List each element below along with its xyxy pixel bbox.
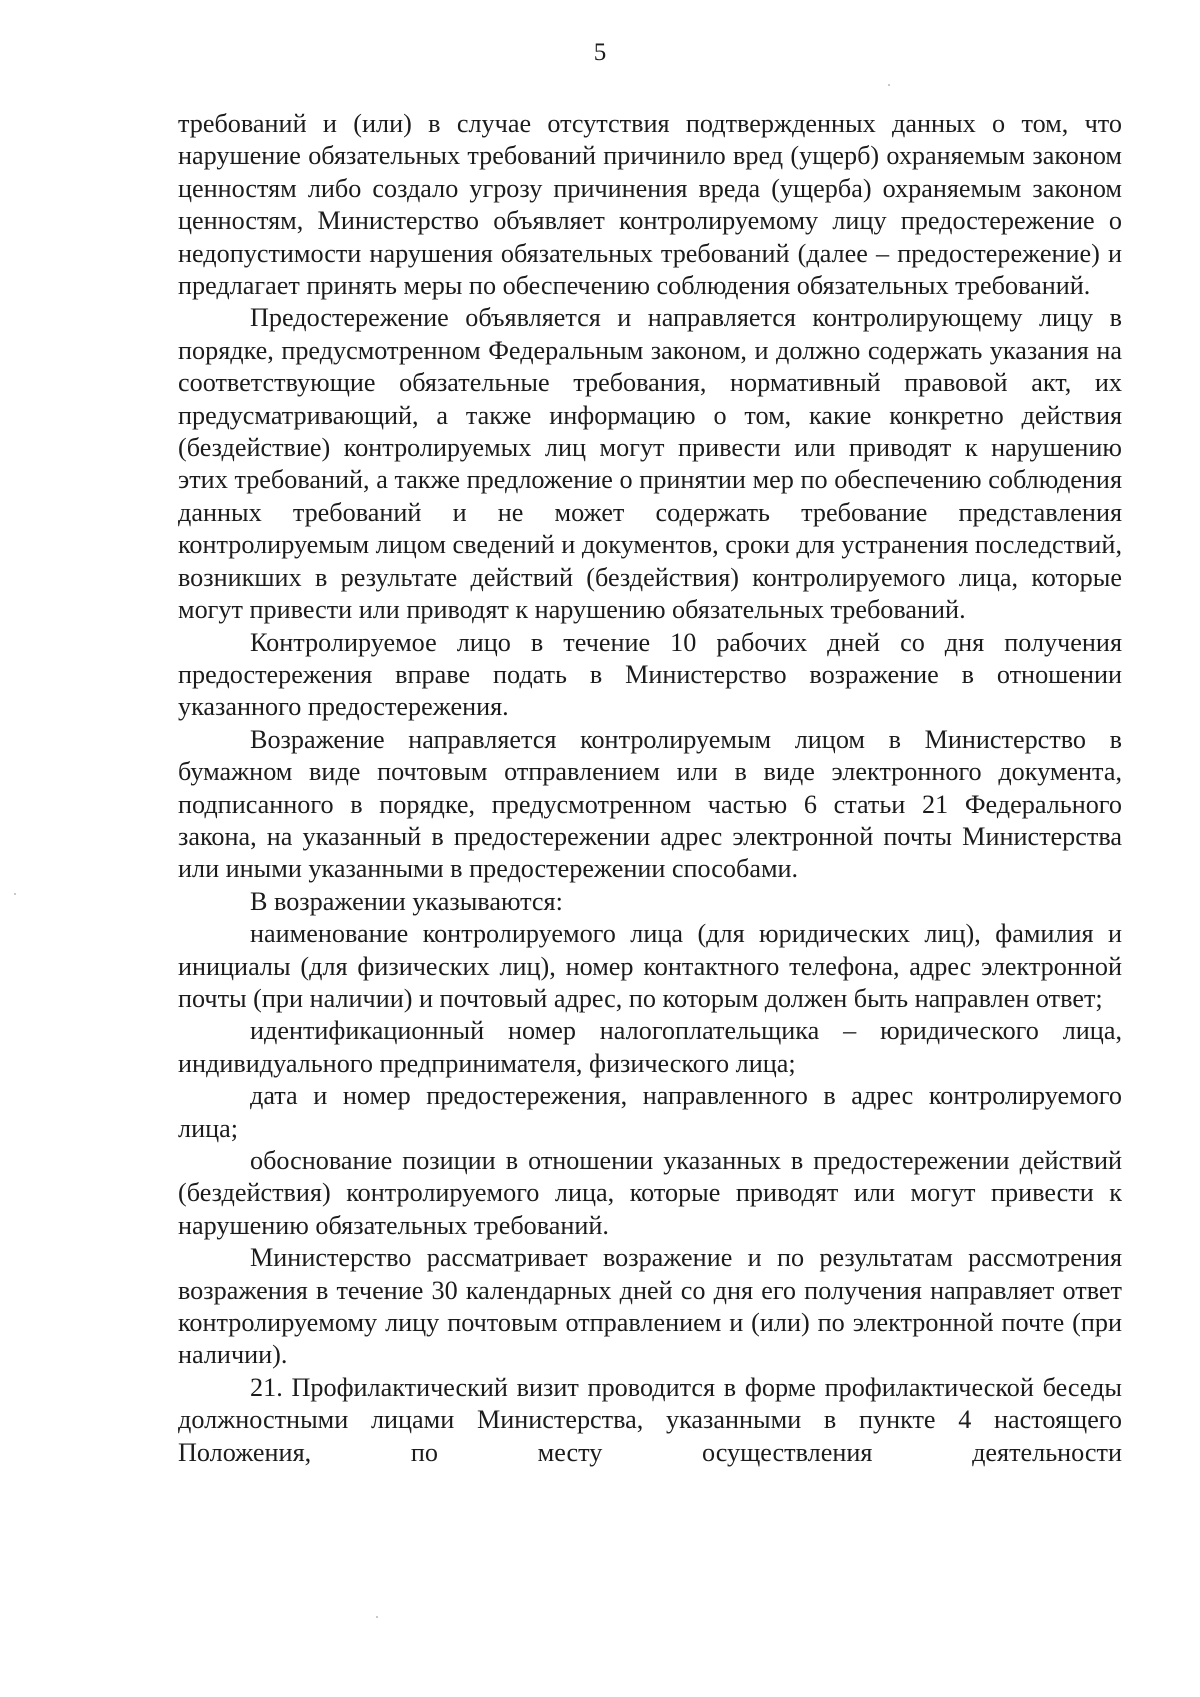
list-item-name: наименование контролируемого лица (для юридических лиц), фамилия и инициалы (для физических лиц), номер контактного телефона, адрес электронной почты (при наличии) и почтовый адрес, по которым должен быть направлен ответ;: [178, 919, 1122, 1013]
scan-speck: [888, 84, 890, 86]
scan-speck: [14, 893, 16, 895]
paragraph-objection-submission: Возражение направляется контролируемым лицом в Министерство в бумажном виде почтовым отправлением или в виде электронного документа, подписанного в порядке, предусмотренном частью 6 статьи 21 Федерального закона, на указанный в предостережении адрес электронной почты Министерства или иными указанными в предостережении способами.: [178, 724, 1122, 884]
paragraph-objection-contents-intro: В возражении указываются:: [250, 886, 563, 916]
paragraph-clause-21: 21. Профилактический визит проводится в форме профилактической беседы должностными лицами Министерства, указанными в пункте 4 настоящего Положения, по месту осуществления деятельности: [178, 1372, 1122, 1467]
list-item-justification: обоснование позиции в отношении указанных в предостережении действий (бездействия) контролируемого лица, которые приводят или могут привести к нарушению обязательных требований.: [178, 1146, 1122, 1240]
page-number: 5: [593, 39, 607, 66]
paragraph-continuation: требований и (или) в случае отсутствия подтвержденных данных о том, что нарушение обязательных требований причинило вред (ущерб) охраняемым законом ценностям либо создало угрозу причинения вреда (ущерба) охраняемым законом ценностям, Министерство объявляет контролируемому лицу предостережение о недопустимости нарушения обязательных требований (далее – предостережение) и предлагает принять меры по обеспечению соблюдения обязательных требований.: [178, 109, 1122, 301]
paragraph-ministry-review: Министерство рассматривает возражение и по результатам рассмотрения возражения в течение 30 календарных дней со дня его получения направляет ответ контролируемому лицу почтовым отправлением и (или) по электронной почте (при наличии).: [178, 1243, 1122, 1370]
list-item-warning-date: дата и номер предостережения, направленного в адрес контролируемого лица;: [178, 1081, 1122, 1143]
list-item-tax-number: идентификационный номер налогоплательщика – юридического лица, индивидуального предпринимателя, физического лица;: [178, 1016, 1122, 1078]
paragraph-warning-announcement: Предостережение объявляется и направляется контролирующему лицу в порядке, предусмотренном Федеральным законом, и должно содержать указания на соответствующие обязательные требования, нормативный правовой акт, их предусматривающий, а также информацию о том, какие конкретно действия (бездействие) контролируемых лиц могут привести или приводят к нарушению этих требований, а также предложение о принятии мер по обеспечению соблюдения данных требований и не может содержать требование представления контролируемым лицом сведений и документов, сроки для устранения последствий, возникших в результате действий (бездействия) контролируемого лица, которые могут привести или приводят к нарушению обязательных требований.: [178, 303, 1122, 625]
paragraph-objection-right: Контролируемое лицо в течение 10 рабочих дней со дня получения предостережения вправе подать в Министерство возражение в отношении указанного предостережения.: [178, 627, 1122, 722]
document-body: [178, 108, 1122, 1469]
scan-speck: [376, 1616, 378, 1618]
